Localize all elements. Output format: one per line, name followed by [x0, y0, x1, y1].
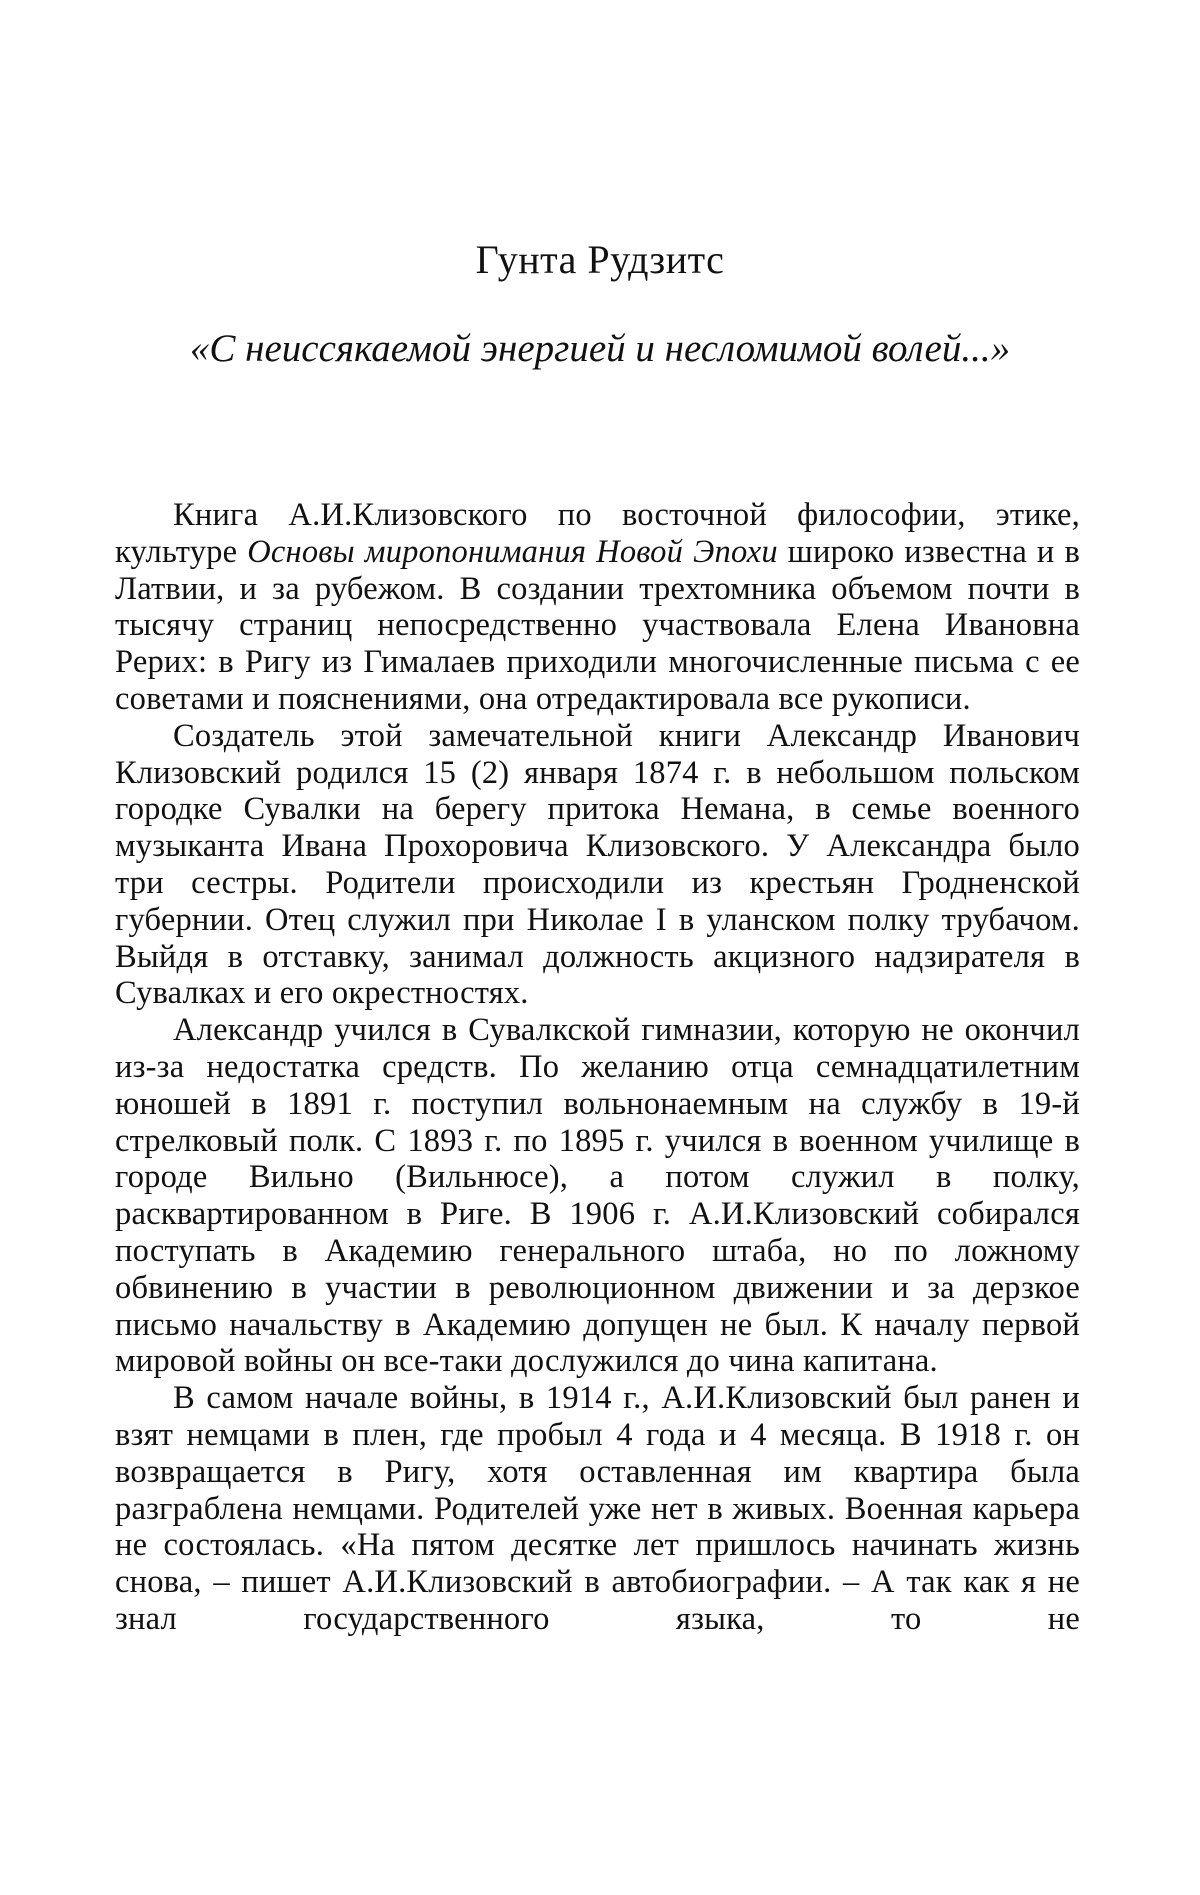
- paragraph-3: Александр учился в Сувалкской гимназии, которую не окончил из-за недостатка средств. По желанию отца семнадцатилетним юношей в 1891 г. поступил вольнонаемным на службу в 19-й стрелковый полк. С 1893 г. по 1895 г. учился в военном училище в городе Вильно (Вильнюсе), а потом служил в полку, расквартированном в Риге. В 1906 г. А.И.Клизовский собирался поступать в Академию генерального штаба, но по ложному обвинению в участии в революционном движении и за дерзкое письмо начальству в Академию допущен не был. К началу первой мировой войны он все-таки дослужился до чина капитана.: [115, 1012, 1080, 1380]
- paragraph-4: В самом начале войны, в 1914 г., А.И.Клизовский был ранен и взят немцами в плен, где пробыл 4 года и 4 месяца. В 1918 г. он возвращается в Ригу, хотя оставленная им квартира была разграблена немцами. Родителей уже нет в живых. Военная карьера не состоялась. «На пятом десятке лет пришлось начинать жизнь снова, – пишет А.И.Клизовский в автобиографии. – А так как я не знал государственного языка, то не: [115, 1380, 1080, 1638]
- paragraph-1-rest: широко известна и в Латвии, и за рубежом. В создании трехтомника объемом почти в тысячу страниц непосредственно участвовала Елена Ивановна Рерих: в Ригу из Гималаев приходили многочисленные письма с ее советами и пояснениями, она отредактировала все рукописи.: [115, 534, 1080, 717]
- document-page: [0, 0, 1200, 1895]
- paragraph-1: [115, 497, 1080, 718]
- paragraph-2: Создатель этой замечательной книги Александр Иванович Клизовский родился 15 (2) января 1874 г. в небольшом польском городке Сувалки на берегу притока Немана, в семье военного музыканта Ивана Прохоровича Клизовского. У Александра было три сестры. Родители происходили из крестьян Гродненской губернии. Отец служил при Николае I в уланском полку трубачом. Выйдя в отставку, занимал должность акцизного надзирателя в Сувалках и его окрестностях.: [115, 718, 1080, 1012]
- book-title: Основы миропонимания Новой Эпохи: [247, 534, 778, 570]
- article-body: [115, 497, 1080, 1638]
- author-name: Гунта Рудзитс: [0, 236, 1200, 283]
- paragraph-1-intro: Книга А.И.Клизовского по восточной философии, этике, культуре: [115, 497, 1080, 570]
- article-title: «С неиссякаемой энергией и несломимой волей...»: [0, 326, 1200, 371]
